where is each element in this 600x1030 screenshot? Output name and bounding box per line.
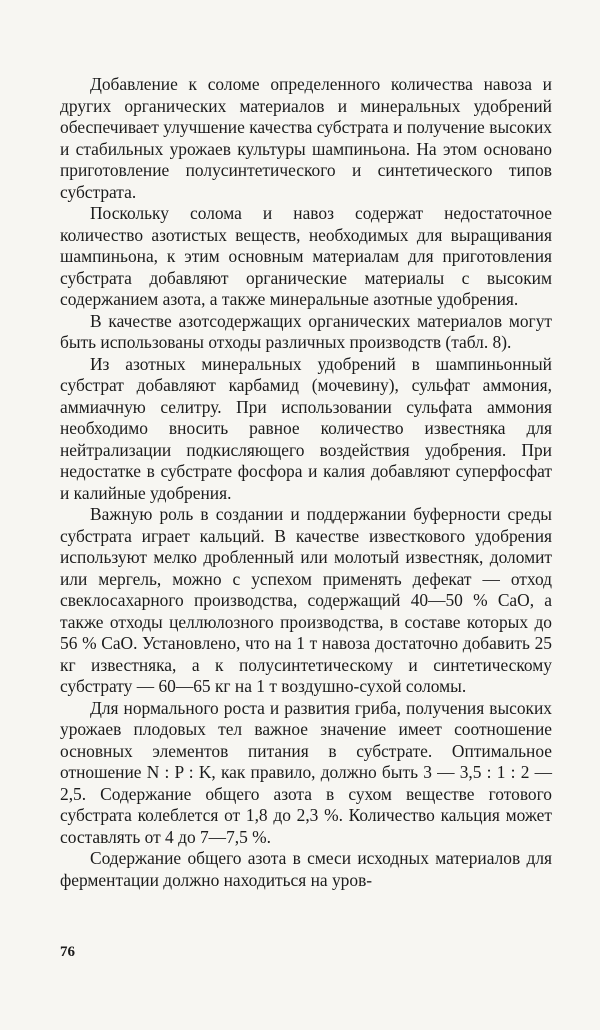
paragraph-7: Содержание общего азота в смеси исходных материалов для ферментации должно находиться на уров-	[60, 848, 552, 890]
paragraph-6: Для нормального роста и развития гриба, получения высоких урожаев плодовых тел важное значение имеет соотношение основных элементов питания в субстрате. Оптимальное отношение N : P : K, как правило, должно быть 3 — 3,5 : 1 : 2 — 2,5. Содержание общего азота в сухом веществе готового субстрата колеблется от 1,8 до 2,3 %. Количество кальция может составлять от 4 до 7—7,5 %.	[60, 697, 552, 847]
paragraph-1: Добавление к соломе определенного количества навоза и других органических материалов и минеральных удобрений обеспечивает улучшение качества субстрата и получение высоких и стабильных урожаев культуры шампиньона. На этом основано приготовление полусинтетического и синтетического типов субстрата.	[60, 74, 552, 202]
paragraph-5: Важную роль в создании и поддержании буферности среды субстрата играет кальций. В качестве известкового удобрения используют мелко дробленный или молотый известняк, доломит или мергель, можно с успехом применять дефекат — отход свеклосахарного производства, содержащий 40—50 % CaO, а также отходы целлюлозного производства, в составе которых до 56 % CaO. Установлено, что на 1 т навоза достаточно добавить 25 кг известняка, а к полусинтетическому и синтетическому субстрату — 60—65 кг на 1 т воздушно-сухой соломы.	[60, 504, 552, 696]
paragraph-2: Поскольку солома и навоз содержат недостаточное количество азотистых веществ, необходимых для выращивания шампиньона, к этим основным материалам для приготовления субстрата добавляют органические материалы с высоким содержанием азота, а также минеральные азотные удобрения.	[60, 203, 552, 309]
page-number: 76	[60, 944, 75, 960]
document-text	[60, 74, 552, 891]
paragraph-4: Из азотных минеральных удобрений в шампиньонный субстрат добавляют карбамид (мочевину), сульфат аммония, аммиачную селитру. При использовании сульфата аммония необходимо вносить равное количество известняка для нейтрализации подкисляющего воздействия удобрения. При недостатке в субстрате фосфора и калия добавляют суперфосфат и калийные удобрения.	[60, 353, 552, 503]
paragraph-3: В качестве азотсодержащих органических материалов могут быть использованы отходы различных производств (табл. 8).	[60, 310, 552, 352]
